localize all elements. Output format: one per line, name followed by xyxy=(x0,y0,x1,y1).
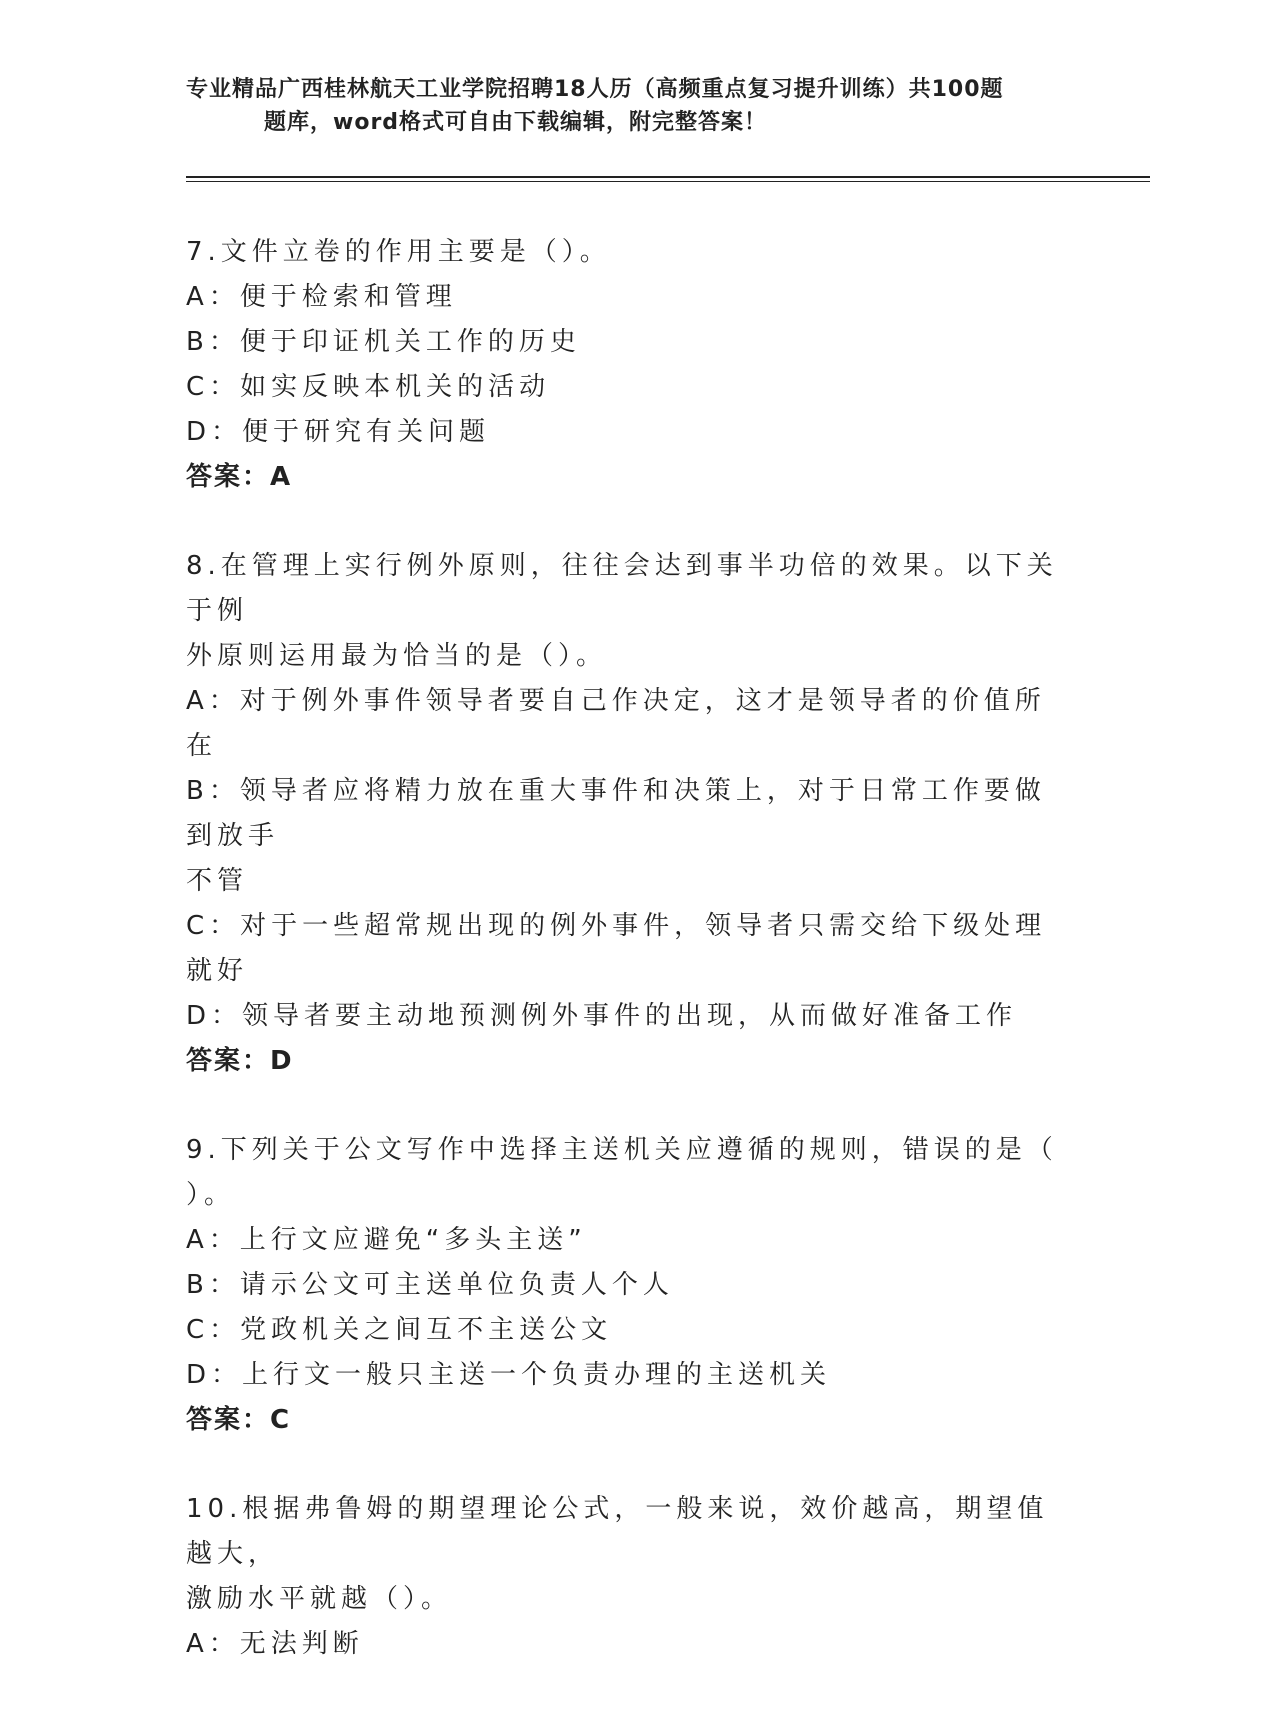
document-header-title xyxy=(186,73,1086,139)
option-d: D：领导者要主动地预测例外事件的出现，从而做好准备工作 xyxy=(186,1001,1018,1031)
header-title-line-1: 专业精品广西桂林航天工业学院招聘18人历（高频重点复习提升训练）共100题 xyxy=(186,77,1004,102)
header-divider-thin xyxy=(186,181,1150,182)
question-item xyxy=(186,230,1076,500)
answer-line: 答案：C xyxy=(186,1405,292,1435)
option-b: B：请示公文可主送单位负责人个人 xyxy=(186,1270,674,1300)
option-c: C：党政机关之间互不主送公文 xyxy=(186,1315,613,1345)
question-stem: 8.在管理上实行例外原则，往往会达到事半功倍的效果。以下关于例 xyxy=(186,551,1058,626)
option-a: A：对于例外事件领导者要自己作决定，这才是领导者的价值所在 xyxy=(186,686,1046,761)
question-item xyxy=(186,544,1076,1084)
question-item xyxy=(186,1487,1076,1667)
question-stem-continued: ）。 xyxy=(186,1180,236,1210)
question-stem: 9.下列关于公文写作中选择主送机关应遵循的规则，错误的是（ xyxy=(186,1135,1058,1165)
option-a: A：无法判断 xyxy=(186,1629,364,1659)
option-b: B：便于印证机关工作的历史 xyxy=(186,327,581,357)
header-title-line-2: 题库，word格式可自由下载编辑，附完整答案！ xyxy=(264,110,768,135)
question-stem-continued: 激励水平就越（）。 xyxy=(186,1584,453,1614)
option-d: D：便于研究有关问题 xyxy=(186,417,491,447)
answer-line: 答案：D xyxy=(186,1046,294,1076)
question-list xyxy=(186,230,1076,1711)
question-stem-continued: 外原则运用最为恰当的是（）。 xyxy=(186,641,608,671)
question-stem: 10.根据弗鲁姆的期望理论公式，一般来说，效价越高，期望值越大， xyxy=(186,1494,1049,1569)
option-c: C：如实反映本机关的活动 xyxy=(186,372,551,402)
option-a: A：上行文应避免“多头主送” xyxy=(186,1225,587,1255)
option-d: D：上行文一般只主送一个负责办理的主送机关 xyxy=(186,1360,832,1390)
header-divider-thick xyxy=(186,176,1150,178)
option-b-continued: 不管 xyxy=(186,866,249,896)
option-c: C：对于一些超常规出现的例外事件，领导者只需交给下级处理就好 xyxy=(186,911,1047,986)
option-b: B：领导者应将精力放在重大事件和决策上，对于日常工作要做到放手 xyxy=(186,776,1046,851)
question-stem: 7.文件立卷的作用主要是（）。 xyxy=(186,237,611,267)
option-a: A：便于检索和管理 xyxy=(186,282,457,312)
answer-line: 答案：A xyxy=(186,462,293,492)
question-item xyxy=(186,1128,1076,1443)
